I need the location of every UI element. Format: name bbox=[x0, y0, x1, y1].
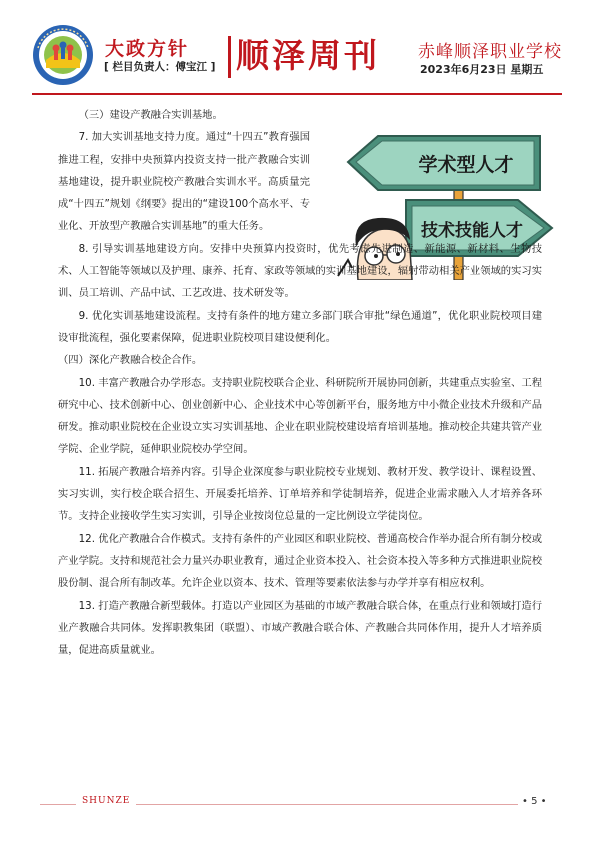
column-slogan: 大政方针 bbox=[105, 38, 190, 60]
sign-bottom-label: 技术技能人才 bbox=[421, 221, 523, 241]
school-logo-icon bbox=[32, 24, 94, 86]
paragraph: 10. 丰富产教融合办学形态。支持职业院校联合企业、科研院所开展协同创新，共建重点实验室、工程研究中心、技术创新中心、创业创新中心、企业技术中心等创新平台，服务地方中小微企业技术升级和产品研发。推动职业院校在企业设立实习实训基地、企业在职业院校建设培育培训基地。推动校企共建共管产业学院、企业学院，延伸职业院校办学空间。 bbox=[58, 376, 542, 456]
paragraph: 11. 拓展产教融合培养内容。引导企业深度参与职业院校专业规划、教材开发、教学设计、课程设置、实习实训，实行校企联合招生、开展委托培养、订单培养和学徒制培养，促进企业需求融入人才培养各环节。支持企业接收学生实习实训，引导企业按岗位总量的一定比例设立学徒岗位。 bbox=[58, 465, 542, 523]
publication-title: 顺泽周刊 bbox=[236, 36, 380, 75]
section-heading: （三）建设产教融合实训基地。 bbox=[78, 109, 223, 121]
article-body bbox=[58, 104, 542, 661]
column-editor: [ 栏目负责人：傅宝江 ] bbox=[104, 61, 216, 73]
paragraph: 13. 打造产教融合新型载体。打造以产业园区为基础的市域产教融合联合体，在重点行业和领域打造行业产教融合共同体。发挥职教集团（联盟）、市域产教融合联合体、产教融合共同体作用，提升人才培养质量，促进高质量就业。 bbox=[58, 599, 542, 657]
header-rule bbox=[32, 93, 562, 95]
header-divider bbox=[228, 36, 231, 78]
paragraph: 9. 优化实训基地建设流程。支持有条件的地方建立多部门联合审批“绿色通道”，优化职业院校项目建设审批流程，强化要素保障，促进职业院校项目建设便利化。 bbox=[58, 309, 542, 344]
school-name: 赤峰顺泽职业学校 bbox=[418, 42, 562, 62]
paragraph: 8. 引导实训基地建设方向。安排中央预算内投资时，优先考虑先进制造、新能源、新材料、生物技术、人工智能等领域以及护理、康养、托育、家政等领域的实训基地建设，辐射带动相关产业领域的实习实训、员工培训、产品中试、工艺改进、技术研发等。 bbox=[58, 242, 542, 300]
paragraph: 12. 优化产教融合合作模式。支持有条件的产业园区和职业院校、普通高校合作举办混合所有制分校或产业学院。支持和规范社会力量兴办职业教育，通过企业资本投入、社会资本投入等多种方式推进职业院校股份制、混合所有制改革。允许企业以资本、技术、管理等要素依法参与办学并享有相应权利。 bbox=[58, 532, 542, 590]
page-number: • 5 • bbox=[522, 796, 547, 807]
paragraph: 7. 加大实训基地支持力度。通过“十四五”教育强国推进工程，安排中央预算内投资支持一批产教融合实训基地建设，提升职业院校产教融合实训水平。高质量完成“十四五”规划《纲要》提出的“建设100个高水平、专业化、开放型产教融合实训基地”的重大任务。 bbox=[58, 131, 310, 233]
section-heading: （四）深化产教融合校企合作。 bbox=[58, 354, 203, 367]
footer-brand: SHUNZE bbox=[76, 796, 136, 806]
issue-date: 2023年6月23日 星期五 bbox=[420, 63, 544, 76]
sign-top-label: 学术型人才 bbox=[418, 154, 514, 176]
page-header bbox=[0, 0, 595, 98]
